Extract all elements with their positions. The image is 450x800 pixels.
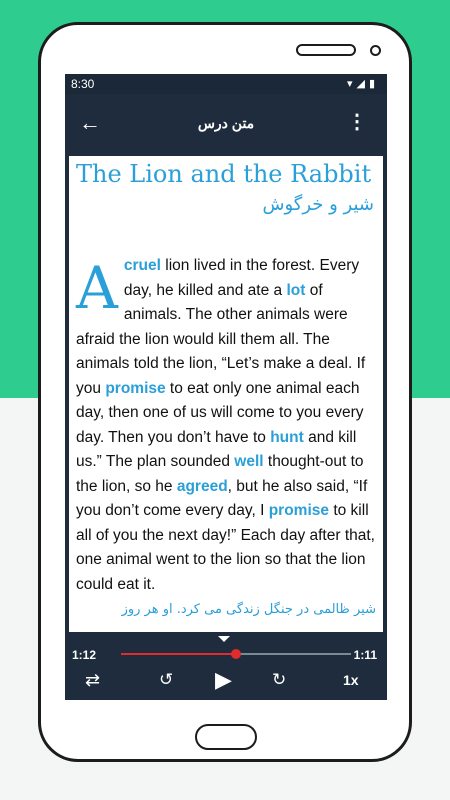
position-marker-icon <box>218 636 230 642</box>
lesson-story-text <box>76 254 378 597</box>
play-icon[interactable]: ▶ <box>215 667 232 692</box>
story-text-segment: lion lived in the forest. Every day, he killed and ate a <box>123 257 360 299</box>
lesson-text-panel[interactable] <box>69 156 383 632</box>
vocabulary-word[interactable]: hunt <box>270 428 304 446</box>
phone-camera <box>370 45 381 56</box>
story-text-segment: and kill us.” The plan sounded <box>76 428 357 470</box>
vocabulary-word[interactable]: cruel <box>123 257 161 274</box>
vocabulary-word[interactable]: promise <box>105 379 166 397</box>
playback-speed-button[interactable]: 1x <box>343 672 359 688</box>
wifi-icon: ▾ <box>346 78 357 90</box>
status-time: 8:30 <box>71 77 95 91</box>
audio-player <box>65 634 387 700</box>
phone-home-button <box>195 724 257 750</box>
story-text-segment: to eat only one animal each day, then one of us will come to you every day. Then you don’t have to <box>76 379 364 446</box>
vocabulary-word[interactable]: promise <box>268 502 330 519</box>
rewind-5-icon[interactable]: ↺ <box>159 670 174 689</box>
lesson-title-english: The Lion and the Rabbit <box>76 160 372 188</box>
vocabulary-word[interactable]: lot <box>286 281 306 299</box>
seek-bar-fill <box>121 653 236 655</box>
story-text-segment: thought-out to the lion, so he <box>76 453 364 495</box>
story-text-segment: , but he also said, “If you don’t come every day, I <box>76 477 368 519</box>
seek-bar[interactable] <box>121 653 351 655</box>
status-icons <box>347 77 379 90</box>
repeat-icon[interactable]: ⇄ <box>85 670 101 690</box>
more-options-icon[interactable]: ⋮ <box>347 111 367 133</box>
vocabulary-word[interactable]: agreed <box>176 477 228 495</box>
story-text-segment: of animals. The other animals were afraid the lion would kill them all. The animals told the lion, “Let’s make a deal. If you <box>76 281 366 397</box>
back-arrow-icon[interactable]: ← <box>79 110 101 135</box>
story-text-segment: to kill all of you the next day!” Each day after that, one animal went to the lion so that the lion could eat it. <box>76 502 375 593</box>
lesson-title-persian: شیر و خرگوش <box>262 194 374 215</box>
forward-5-icon[interactable]: ↻ <box>272 670 287 689</box>
vocabulary-word[interactable]: well <box>234 453 264 470</box>
elapsed-time: 1:12 <box>72 648 97 662</box>
app-bar <box>65 94 387 154</box>
lesson-translation-line: شیر ظالمی در جنگل زندگی می کرد. او هر روز <box>121 602 376 617</box>
app-screen <box>65 74 387 700</box>
drop-cap: A <box>76 254 118 322</box>
signal-icon: ◢ <box>356 78 369 90</box>
status-bar <box>65 74 387 94</box>
seek-bar-thumb[interactable] <box>231 649 241 659</box>
battery-icon: ▮ <box>368 78 379 90</box>
phone-speaker <box>296 44 356 56</box>
page-title: متن درس <box>197 115 255 131</box>
remaining-time: 1:11 <box>353 648 377 662</box>
